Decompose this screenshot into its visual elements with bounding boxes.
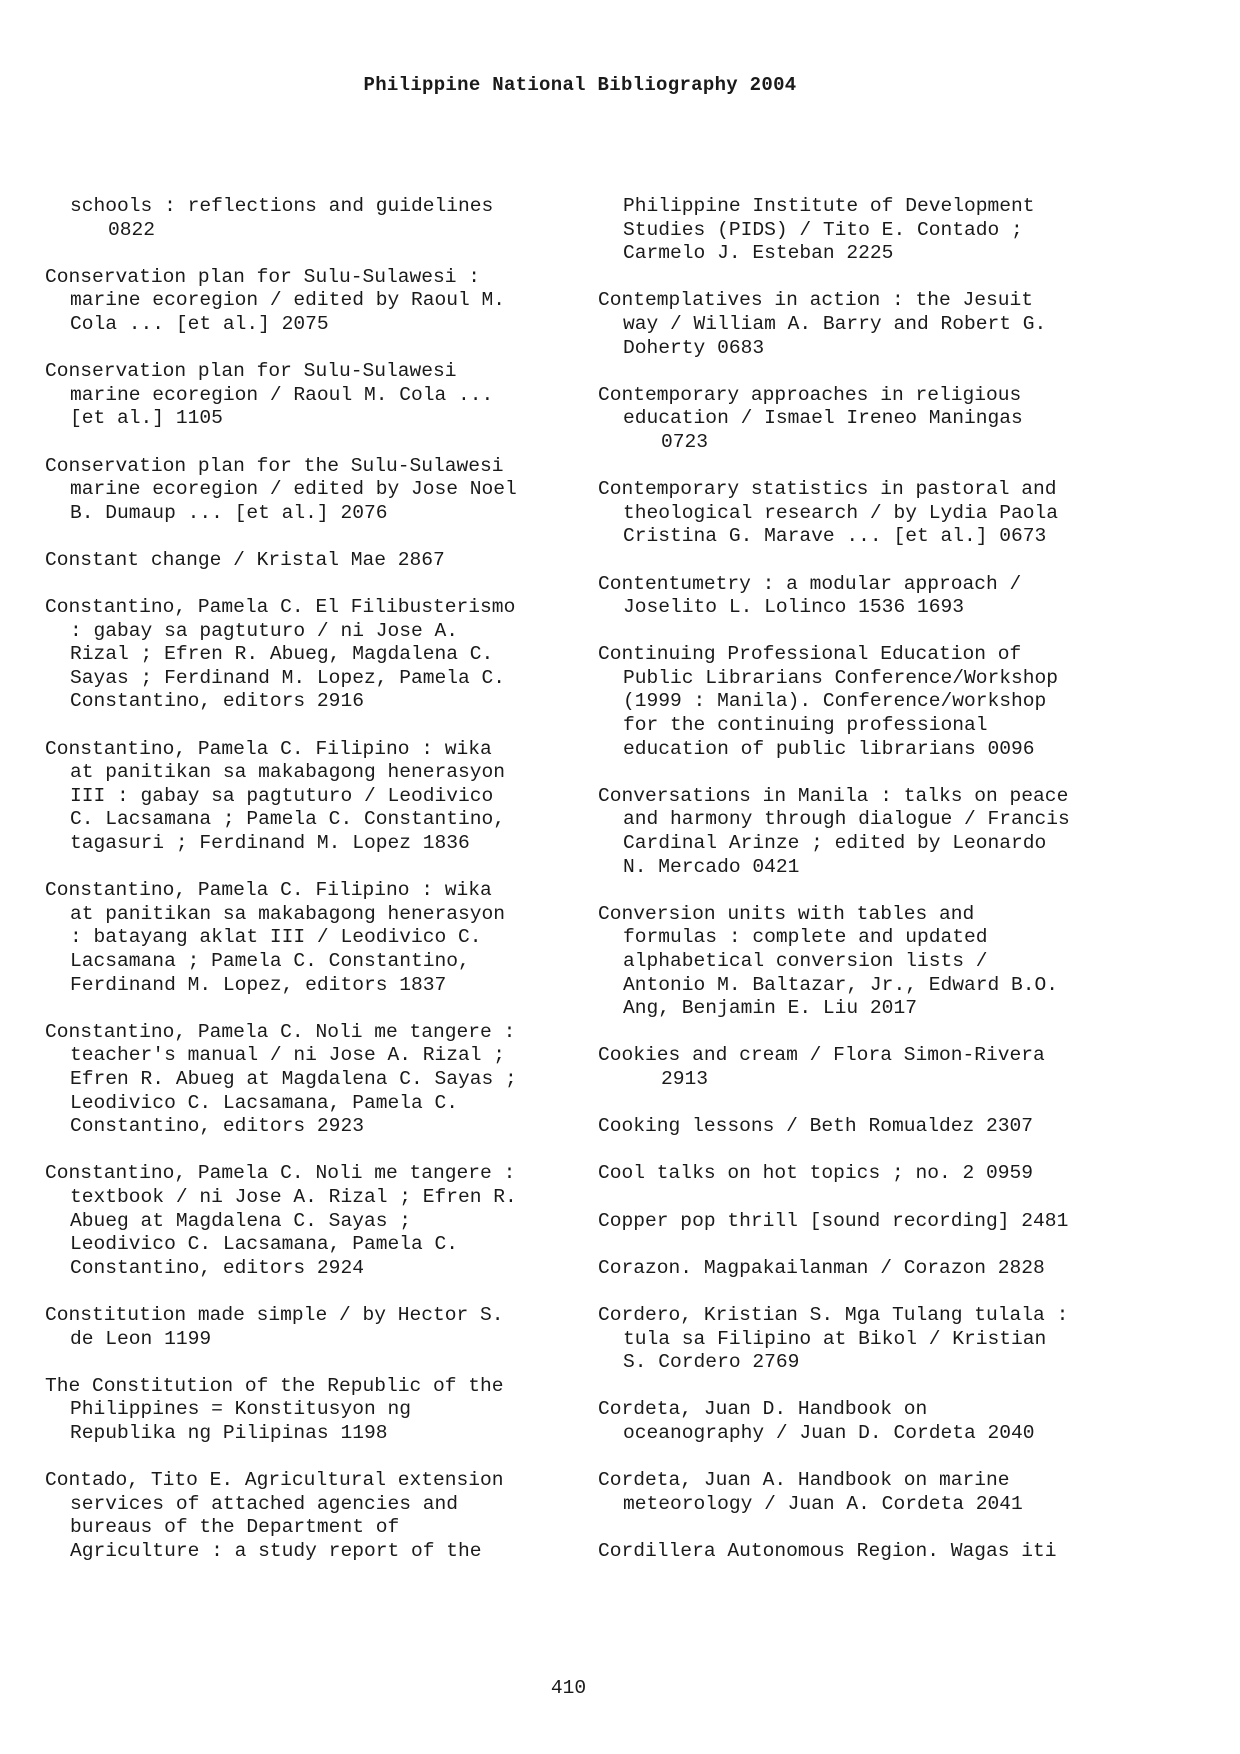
bibliography-entry: [45, 266, 585, 337]
entry-line: : batayang aklat III / Leodivico C.: [70, 926, 482, 949]
entry-line: Cordillera Autonomous Region. Wagas iti: [598, 1539, 1057, 1562]
entry-line: Cookies and cream / Flora Simon-Rivera: [598, 1044, 1045, 1067]
entry-line: Agriculture : a study report of the: [70, 1539, 482, 1562]
entry-line: Abueg at Magdalena C. Sayas ;: [70, 1209, 411, 1232]
bibliography-entry: [598, 1469, 1138, 1516]
entry-line: Philippines = Konstitusyon ng: [70, 1398, 411, 1421]
entry-line: Cola ... [et al.] 2075: [70, 312, 329, 335]
entry-line: Constantino, Pamela C. Filipino : wika: [45, 737, 492, 760]
bibliography-entry: [598, 643, 1138, 761]
entry-line: : gabay sa pagtuturo / ni Jose A.: [70, 619, 459, 642]
bibliography-entry: [598, 384, 1138, 455]
entry-line: Sayas ; Ferdinand M. Lopez, Pamela C.: [70, 666, 506, 689]
entry-line: 2913: [661, 1067, 709, 1090]
entry-line: Constitution made simple / by Hector S.: [45, 1303, 504, 1326]
bibliography-entry: [598, 1210, 1138, 1234]
entry-line: Philippine Institute of Development: [623, 195, 1035, 217]
bibliography-entry: [45, 549, 585, 573]
entry-line: Carmelo J. Esteban 2225: [623, 242, 894, 265]
entry-line: Corazon. Magpakailanman / Corazon 2828: [598, 1256, 1045, 1279]
entry-line: Antonio M. Baltazar, Jr., Edward B.O.: [623, 973, 1059, 996]
entry-line: Leodivico C. Lacsamana, Pamela C.: [70, 1091, 459, 1114]
entry-line: Conversations in Manila : talks on peace: [598, 784, 1069, 807]
bibliography-entry: [598, 195, 1138, 266]
entry-line: Leodivico C. Lacsamana, Pamela C.: [70, 1233, 459, 1256]
entry-line: marine ecoregion / edited by Raoul M.: [70, 289, 506, 312]
entry-line: teacher's manual / ni Jose A. Rizal ;: [70, 1044, 506, 1067]
right-column: [598, 195, 1138, 1587]
page-number: 410: [550, 1677, 587, 1699]
entry-line: N. Mercado 0421: [623, 855, 800, 878]
bibliography-entry: [598, 785, 1138, 879]
bibliography-entry: [598, 1540, 1138, 1564]
entry-line: marine ecoregion / edited by Jose Noel: [70, 478, 517, 501]
left-column: [45, 195, 585, 1587]
bibliography-entry: [45, 1304, 585, 1351]
entry-line: oceanography / Juan D. Cordeta 2040: [623, 1421, 1035, 1444]
bibliography-entry: [45, 1375, 585, 1446]
entry-line: Public Librarians Conference/Workshop: [623, 666, 1059, 689]
entry-line: Cordero, Kristian S. Mga Tulang tulala :: [598, 1303, 1069, 1326]
bibliography-entry: [45, 596, 585, 714]
entry-line: Constantino, editors 2916: [70, 690, 364, 713]
entry-line: Constantino, editors 2923: [70, 1115, 364, 1138]
entry-line: Contado, Tito E. Agricultural extension: [45, 1469, 504, 1492]
bibliography-entry: [45, 195, 585, 242]
entry-line: services of attached agencies and: [70, 1492, 459, 1515]
entry-line: de Leon 1199: [70, 1327, 212, 1350]
entry-line: Conservation plan for Sulu-Sulawesi :: [45, 265, 481, 288]
entry-line: tagasuri ; Ferdinand M. Lopez 1836: [70, 832, 470, 855]
bibliography-entry: [598, 1304, 1138, 1375]
entry-line: The Constitution of the Republic of the: [45, 1374, 504, 1397]
entry-line: Contemporary approaches in religious: [598, 383, 1022, 406]
bibliography-entry: [598, 903, 1138, 1021]
entry-line: III : gabay sa pagtuturo / Leodivico: [70, 784, 494, 807]
entry-line: 0822: [108, 218, 156, 241]
entry-line: Conversion units with tables and: [598, 902, 975, 925]
entry-line: Constantino, Pamela C. Filipino : wika: [45, 879, 492, 902]
entry-line: formulas : complete and updated: [623, 926, 988, 949]
entry-line: at panitikan sa makabagong henerasyon: [70, 902, 506, 925]
bibliography-entry: [598, 289, 1138, 360]
entry-line: Constantino, Pamela C. El Filibusterismo: [45, 596, 516, 619]
entry-line: Continuing Professional Education of: [598, 643, 1022, 666]
entry-line: and harmony through dialogue / Francis: [623, 808, 1070, 831]
entry-line: (1999 : Manila). Conference/workshop: [623, 690, 1047, 713]
entry-line: Constantino, Pamela C. Noli me tangere :: [45, 1020, 516, 1043]
bibliography-entry: [45, 1469, 585, 1563]
entry-line: for the continuing professional: [623, 714, 988, 737]
entry-line: Cooking lessons / Beth Romualdez 2307: [598, 1115, 1034, 1138]
entry-line: education of public librarians 0096: [623, 737, 1035, 760]
bibliography-entry: [45, 738, 585, 856]
entry-line: C. Lacsamana ; Pamela C. Constantino,: [70, 808, 506, 831]
entry-line: bureaus of the Department of: [70, 1516, 400, 1539]
entry-line: Constant change / Kristal Mae 2867: [45, 548, 445, 571]
entry-line: Contemplatives in action : the Jesuit: [598, 289, 1034, 312]
entry-line: [et al.] 1105: [70, 407, 223, 430]
entry-line: Rizal ; Efren R. Abueg, Magdalena C.: [70, 643, 494, 666]
bibliography-entry: [45, 1021, 585, 1139]
entry-line: Conservation plan for the Sulu-Sulawesi: [45, 454, 504, 477]
entry-line: way / William A. Barry and Robert G.: [623, 312, 1047, 335]
bibliography-entry: [598, 1115, 1138, 1139]
entry-line: Copper pop thrill [sound recording] 2481: [598, 1209, 1069, 1232]
bibliography-entry: [598, 573, 1138, 620]
entry-line: alphabetical conversion lists /: [623, 950, 988, 972]
entry-line: Efren R. Abueg at Magdalena C. Sayas ;: [70, 1067, 517, 1090]
entry-line: theological research / by Lydia Paola: [623, 501, 1059, 524]
entry-line: Cordeta, Juan D. Handbook on: [598, 1398, 928, 1421]
entry-line: Studies (PIDS) / Tito E. Contado ;: [623, 218, 1023, 241]
entry-line: education / Ismael Ireneo Maningas: [623, 407, 1023, 430]
bibliography-entry: [45, 360, 585, 431]
entry-line: Contemporary statistics in pastoral and: [598, 478, 1057, 501]
entry-line: Cool talks on hot topics ; no. 2 0959: [598, 1162, 1034, 1185]
entry-line: Contentumetry : a modular approach /: [598, 572, 1022, 595]
entry-line: Ang, Benjamin E. Liu 2017: [623, 997, 917, 1020]
entry-line: Joselito L. Lolinco 1536 1693: [623, 596, 964, 619]
entry-line: at panitikan sa makabagong henerasyon: [70, 761, 506, 784]
entry-line: Cardinal Arinze ; edited by Leonardo: [623, 832, 1047, 855]
page-title: Philippine National Bibliography 2004: [363, 74, 797, 96]
entry-line: Doherty 0683: [623, 336, 765, 359]
bibliography-entry: [598, 1257, 1138, 1281]
entry-line: textbook / ni Jose A. Rizal ; Efren R.: [70, 1185, 517, 1208]
bibliography-entry: [45, 879, 585, 997]
bibliography-entry: [598, 1162, 1138, 1186]
entry-line: Republika ng Pilipinas 1198: [70, 1421, 388, 1444]
entry-line: S. Cordero 2769: [623, 1351, 800, 1374]
entry-line: schools : reflections and guidelines: [70, 195, 494, 217]
entry-line: Cristina G. Marave ... [et al.] 0673: [623, 525, 1047, 548]
bibliography-entry: [45, 455, 585, 526]
entry-line: Conservation plan for Sulu-Sulawesi: [45, 360, 457, 383]
entry-line: Ferdinand M. Lopez, editors 1837: [70, 973, 447, 996]
entry-line: marine ecoregion / Raoul M. Cola ...: [70, 383, 494, 406]
entry-line: 0723: [661, 430, 709, 453]
bibliography-entry: [598, 1398, 1138, 1445]
entry-line: Lacsamana ; Pamela C. Constantino,: [70, 950, 470, 972]
entry-line: Constantino, editors 2924: [70, 1256, 364, 1279]
bibliography-entry: [598, 478, 1138, 549]
bibliography-entry: [45, 1162, 585, 1280]
bibliography-entry: [598, 1044, 1138, 1091]
entry-line: tula sa Filipino at Bikol / Kristian: [623, 1327, 1047, 1350]
entry-line: meteorology / Juan A. Cordeta 2041: [623, 1492, 1023, 1515]
entry-line: Cordeta, Juan A. Handbook on marine: [598, 1469, 1010, 1492]
entry-line: Constantino, Pamela C. Noli me tangere :: [45, 1162, 516, 1185]
entry-line: B. Dumaup ... [et al.] 2076: [70, 501, 388, 524]
